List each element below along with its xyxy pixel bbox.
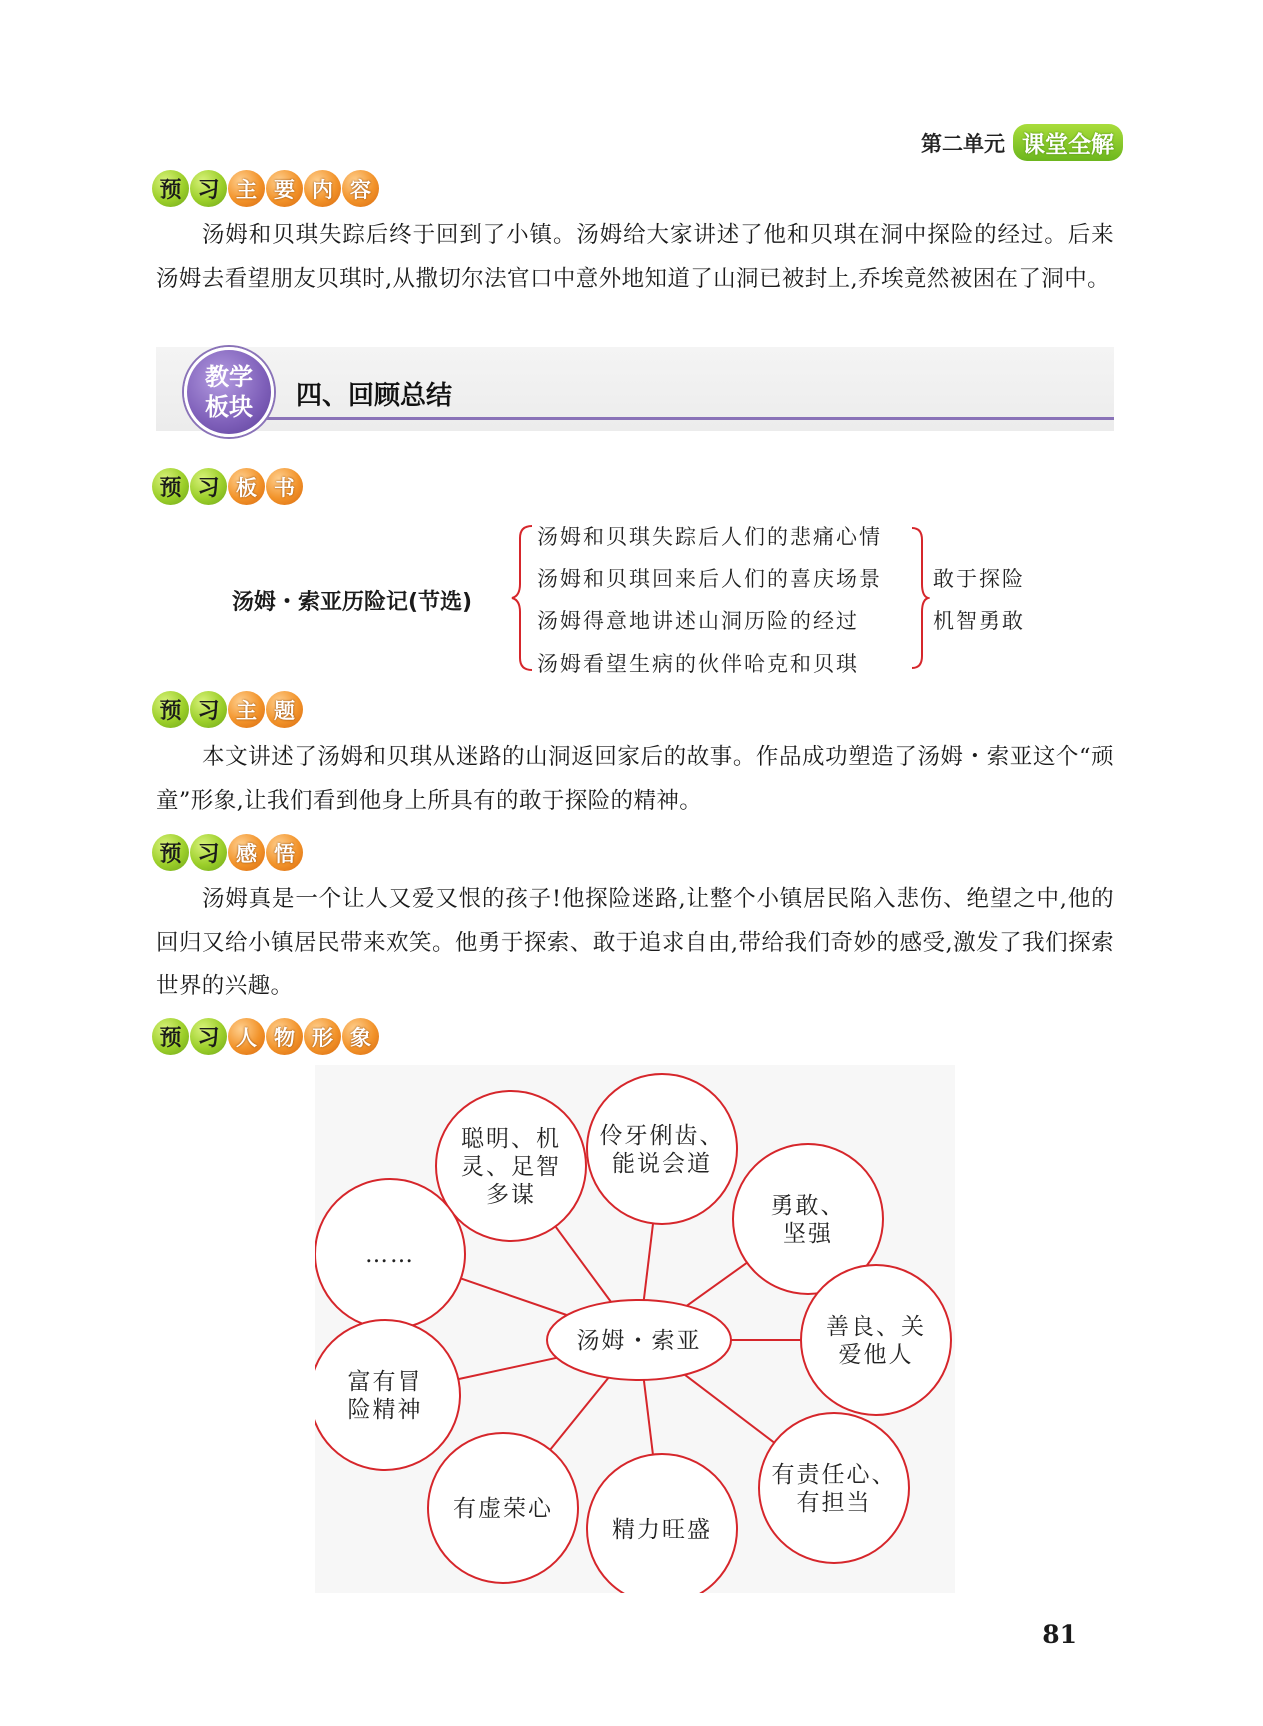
trait-node [759,1413,909,1563]
trait-node-label: 勇敢、 [770,1193,846,1219]
trait-node-label: 多谋 [486,1182,536,1208]
trait-node-label: 险精神 [347,1397,423,1423]
page-number: 81 [1042,1620,1077,1649]
trait-node-label: 灵、足智 [461,1154,561,1180]
badge-char: 预 [152,170,189,207]
badge-char: 习 [190,1018,227,1055]
badge-char: 题 [266,691,303,728]
character-mindmap [315,1065,955,1593]
badge-char: 悟 [266,834,303,871]
board-item: 汤姆得意地讲述山洞历险的经过 [537,609,859,633]
unit-label: 第二单元 [921,131,1005,156]
trait-node-label: 有责任心、 [771,1462,897,1488]
connector-line [458,1358,556,1379]
board-title: 汤姆・索亚历险记(节选) [232,590,473,615]
trait-node-label: 能说会道 [612,1151,712,1177]
badge-char: 形 [304,1018,341,1055]
badge-char: 预 [152,468,189,505]
badge-board [152,468,304,505]
brand-label: 课堂全解 [1013,124,1123,161]
trait-node-label: 富有冒 [347,1369,423,1395]
badge-char: 板 [228,468,265,505]
section-bar [156,347,1114,431]
badge-theme [152,691,304,728]
trait-node-label: 善良、关 [826,1314,926,1340]
badge-char: 物 [266,1018,303,1055]
badge-char: 习 [190,170,227,207]
badge-char: 预 [152,691,189,728]
trait-node-label: 坚强 [783,1221,833,1247]
connector-line [555,1226,611,1301]
badge-char: 预 [152,834,189,871]
badge-char: 象 [342,1018,379,1055]
page-header [921,124,1123,161]
badge-characters [152,1018,380,1055]
main-content-paragraph: 汤姆和贝琪失踪后终于回到了小镇。汤姆给大家讲述了他和贝琪在洞中探险的经过。后来汤姆去看望朋友贝琪时,从撒切尔法官口中意外地知道了山洞已被封上,乔埃竟然被困在了洞中。 [156,222,1114,292]
badge-char: 习 [190,468,227,505]
badge-char: 容 [342,170,379,207]
board-item: 汤姆和贝琪回来后人们的喜庆场景 [537,567,882,591]
badge-char: 习 [190,691,227,728]
connector-line [461,1278,567,1315]
badge-line: 板块 [205,393,253,421]
trait-node-label: 精力旺盛 [612,1517,712,1543]
badge-char: 感 [228,834,265,871]
section-title: 四、回顾总结 [296,381,453,411]
center-node-label: 汤姆・索亚 [576,1328,702,1354]
badge-char: 习 [190,834,227,871]
badge-char: 书 [266,468,303,505]
trait-node-label: 有虚荣心 [453,1496,553,1522]
board-item: 汤姆看望生病的伙伴哈克和贝琪 [537,652,859,676]
feeling-paragraph: 汤姆真是一个让人又爱又恨的孩子!他探险迷路,让整个小镇居民陷入悲伤、绝望之中,他的回归又给小镇居民带来欢笑。他勇于探索、敢于追求自由,带给我们奇妙的感受,激发了我们探索世界的兴趣。 [156,886,1114,999]
connector-line [550,1378,608,1450]
badge-char: 要 [266,170,303,207]
connector-line [687,1263,747,1306]
badge-main-content [152,170,380,207]
trait-node [587,1074,737,1224]
trait-node [801,1265,951,1415]
connector-line [685,1375,775,1443]
connector-line [644,1380,653,1455]
badge-feeling [152,834,304,871]
board-summary: 敢于探险 [933,567,1025,591]
board-item: 汤姆和贝琪失踪后人们的悲痛心情 [537,525,882,549]
trait-node-label: 有担当 [796,1490,872,1516]
trait-node-label: 聪明、机 [461,1126,561,1152]
trait-node [315,1320,460,1470]
trait-node-label: …… [365,1242,415,1268]
section-underline [206,417,1114,420]
connector-line [644,1223,653,1300]
theme-paragraph: 本文讲述了汤姆和贝琪从迷路的山洞返回家后的故事。作品成功塑造了汤姆・索亚这个“顽童”形象,让我们看到他身上所具有的敢于探险的精神。 [156,744,1114,814]
badge-char: 主 [228,691,265,728]
badge-char: 内 [304,170,341,207]
badge-char: 预 [152,1018,189,1055]
badge-char: 人 [228,1018,265,1055]
trait-node-label: 爱他人 [838,1342,914,1368]
badge-char: 主 [228,170,265,207]
board-summary: 机智勇敢 [933,609,1025,633]
badge-line: 教学 [205,363,253,391]
teaching-block-badge [184,347,274,437]
trait-node-label: 伶牙俐齿、 [599,1123,725,1149]
